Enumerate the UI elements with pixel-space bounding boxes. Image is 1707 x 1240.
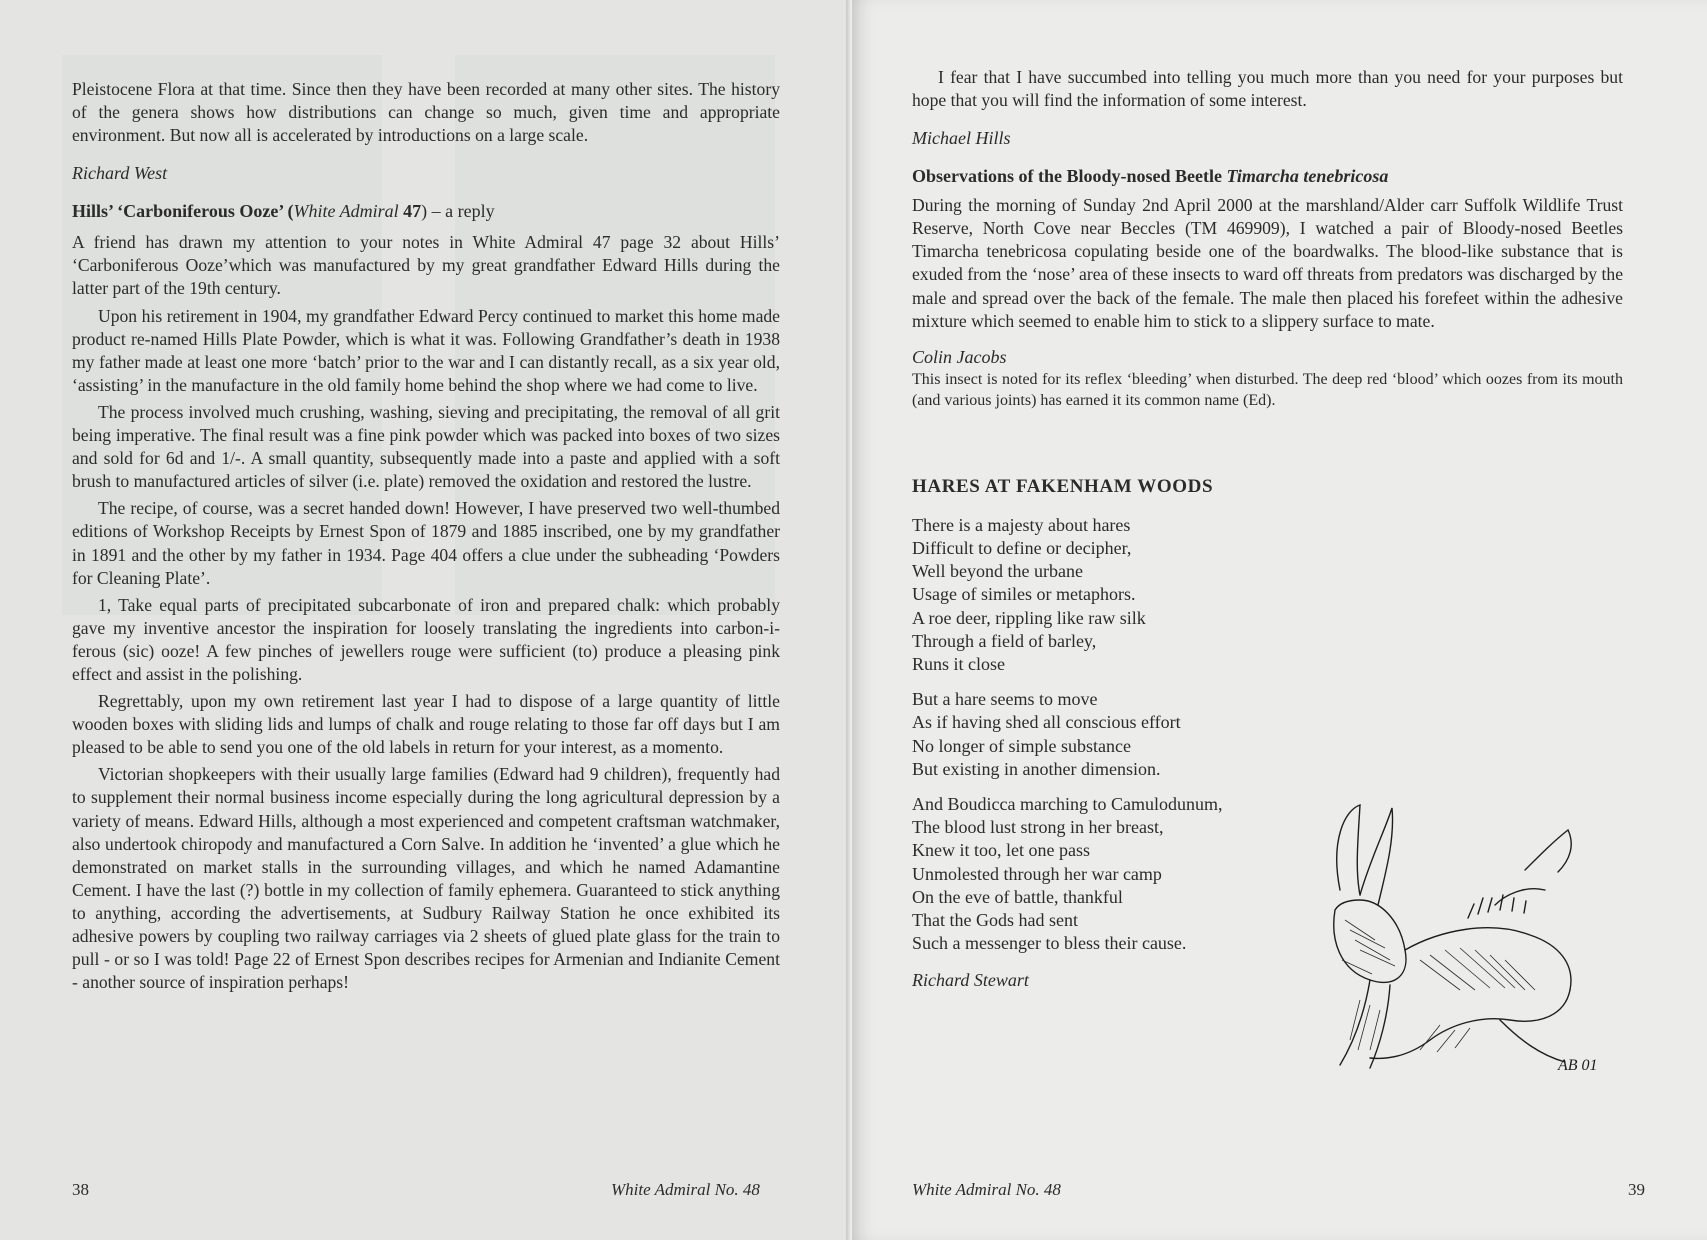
paragraph: Victorian shopkeepers with their usually large families (Edward had 9 children), frequently had to supplement their normal business income especially during the long agricultural depression by a variety of means. Edward Hills, although a most experienced and competent craftsman watchmaker, also undertook chiropody and manufactured a Corn Salve. In addition he ‘invented’ a glue which he demonstrated on market stalls in the surrounding villages, and which he named Adamantine Cement. I have the last (?) bottle in my collection of family ephemera. Guaranteed to stick anything to anything, according the advertisements, at Sudbury Railway Station he once exhibited its adhesive powers by coupling two railway carriages via 2 sheets of glued plate glass for the train to pull - or so I was told! Page 22 of Ernest Spon describes recipes for Armenian and Indianite Cement - another source of inspiration perhaps! (72, 764, 780, 993)
page-number: 39 (1628, 1180, 1645, 1199)
poem-stanza (912, 688, 1623, 781)
poem-line: Such a messenger to bless their cause. (912, 933, 1187, 954)
poem-line: Knew it too, let one pass (912, 840, 1090, 861)
page-number: 38 (72, 1180, 89, 1199)
poem-line: That the Gods had sent (912, 910, 1078, 931)
poem-line: As if having shed all conscious effort (912, 712, 1181, 733)
poem-line: No longer of simple substance (912, 735, 1131, 756)
right-page (848, 0, 1707, 1240)
poem-line: But existing in another dimension. (912, 758, 1161, 779)
poem-line: On the eve of battle, thankful (912, 886, 1123, 907)
author-signature: Colin Jacobs (912, 346, 1007, 367)
editor-note: This insect is noted for its reflex ‘bleeding’ when disturbed. The deep red ‘blood’ which oozes from its mouth (and various joints) has earned it its common name (Ed). (912, 370, 1623, 409)
poem-line: The blood lust strong in her breast, (912, 817, 1164, 838)
running-footer: White Admiral No. 48 (912, 1180, 1061, 1199)
paragraph: Upon his retirement in 1904, my grandfather Edward Percy continued to market this home made product re-named Hills Plate Powder, which is what it was. Following Grandfather’s death in 1938 my father made at least one more ‘batch’ prior to the war and I can distantly recall, as a six year old, ‘assisting’ in the manufacture in the old family home behind the shop where we had come to live. (72, 305, 780, 395)
poem-line: And Boudicca marching to Camulodunum, (912, 794, 1223, 815)
running-footer: White Admiral No. 48 (611, 1180, 760, 1199)
paragraph: Pleistocene Flora at that time. Since then they have been recorded at many other sites. The history of the genera shows how distributions can change so much, given time and appropriate environment. But now all is accelerated by introductions on a large scale. (72, 79, 780, 146)
poem-line: Difficult to define or decipher, (912, 538, 1132, 559)
poem-line: Well beyond the urbane (912, 561, 1083, 582)
poem-line: Runs it close (912, 654, 1005, 675)
author-signature: Richard West (72, 163, 168, 184)
paragraph: 1, Take equal parts of precipitated subcarbonate of iron and prepared chalk: which probably gave my inventive ancestor the inspiration for loosely translating the ingredients into carbon-i-ferous (sic) ooze! A few pinches of jewellers rouge were sufficient (to) produce a pleasing pink effect and assist in the polishing. (72, 594, 780, 684)
article-title: Hills’ ‘Carboniferous Ooze’ (White Admiral 47) – a reply (72, 201, 495, 222)
poem-line: There is a majesty about hares (912, 514, 1131, 535)
book-gutter (846, 0, 852, 1240)
paragraph: Regrettably, upon my own retirement last year I had to dispose of a large quantity of little wooden boxes with sliding lids and lumps of chalk and rouge relating to those far off days but I am pleased to be able to send you one of the old labels in return for your interest, as a momento. (72, 691, 780, 758)
hare-sketch (1300, 800, 1600, 1090)
paragraph: The recipe, of course, was a secret handed down! However, I have preserved two well-thumbed editions of Workshop Receipts by Ernest Spon of 1879 and 1885 inscribed, one by my grandfather in 1891 and the other by my father in 1934. Page 404 offers a clue under the subheading ‘Powders for Cleaning Plate’. (72, 498, 780, 588)
left-page (0, 0, 848, 1240)
poem-line: But a hare seems to move (912, 689, 1098, 710)
left-text-column (72, 78, 780, 994)
poem-line: Usage of similes or metaphors. (912, 584, 1136, 605)
poem-stanza (912, 514, 1623, 676)
poem-line: A roe deer, rippling like raw silk (912, 607, 1146, 628)
paragraph: The process involved much crushing, washing, sieving and precipitating, the removal of all grit being imperative. The final result was a fine pink powder which was packed into boxes of two sizes and sold for 6d and 1/-. A small quantity, subsequently made into a paste and applied with a soft brush to manufactured articles of silver (i.e. plate) removed the oxidation and restored the lustre. (72, 401, 780, 492)
author-signature: Michael Hills (912, 128, 1011, 149)
paragraph: A friend has drawn my attention to your notes in White Admiral 47 page 32 about Hills’ ‘Carboniferous Ooze’which was manufactured by my great grandfather Edward Hills during the latter part of the 19th century. (72, 232, 780, 299)
poem-line: Through a field of barley, (912, 630, 1097, 651)
artist-initials: AB 01 (1558, 1057, 1598, 1074)
author-signature: Richard Stewart (912, 969, 1029, 990)
paragraph: During the morning of Sunday 2nd April 2000 at the marshland/Alder carr Suffolk Wildlife Trust Reserve, North Cove near Beccles (TM 469909), I watched a pair of Bloody-nosed Beetles Timarcha tenebricosa copulating beside one of the boardwalks. The blood-like substance that is exuded from the ‘nose’ area of these insects to ward off threats from predators was discharged by the male and spread over the back of the female. The male then placed his forefeet within the adhesive mixture which seemed to enable him to stick to a slippery surface to mate. (912, 195, 1623, 331)
poem-line: Unmolested through her war camp (912, 863, 1162, 884)
paragraph: I fear that I have succumbed into telling you much more than you need for your purposes but hope that you will find the information of some interest. (912, 67, 1623, 111)
article-title: Observations of the Bloody-nosed Beetle Timarcha tenebricosa (912, 166, 1389, 187)
poem-title: HARES AT FAKENHAM WOODS (912, 475, 1214, 497)
